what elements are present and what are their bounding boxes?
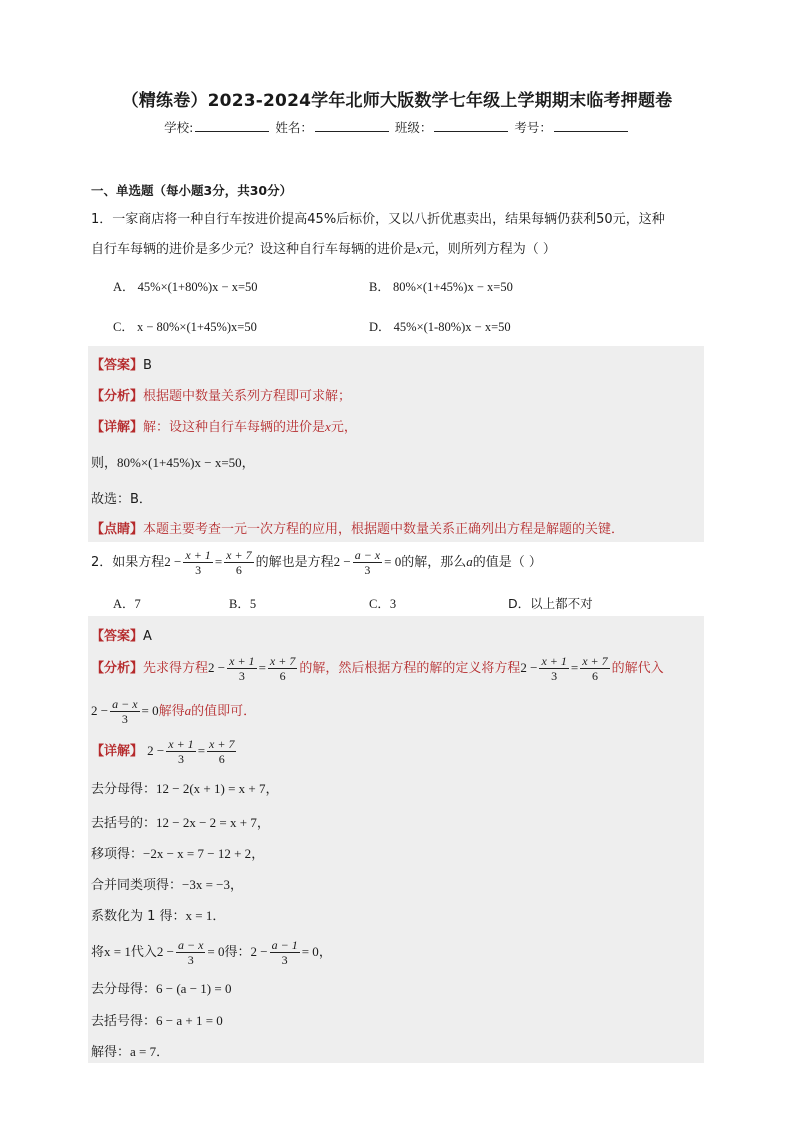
class-label: 班级： xyxy=(394,120,433,135)
name-blank xyxy=(315,118,389,132)
step-expr: 6 − a + 1 = 0 xyxy=(156,1013,223,1028)
option-letter: C． xyxy=(369,597,390,611)
q1-detail xyxy=(91,416,357,435)
school-label: 学校: xyxy=(164,120,194,135)
term-2: 2 − xyxy=(156,944,174,959)
numerator: x + 1 xyxy=(185,548,211,562)
denominator: 3 xyxy=(364,563,371,577)
answer-value: A xyxy=(143,629,152,644)
q1-stem-line1: 1．一家商店将一种自行车按进价提高45%后标价，又以八折优惠卖出，结果每辆仍获利50元，这种 xyxy=(91,212,665,227)
denominator: 3 xyxy=(121,712,128,726)
analysis-tag: 【分析】 xyxy=(91,389,144,404)
analysis-text: 的解代入 xyxy=(611,661,664,676)
fraction xyxy=(539,654,568,683)
q1-option-b xyxy=(369,277,513,295)
exam-no-blank xyxy=(554,118,628,132)
step-label: 解得： xyxy=(91,1045,131,1060)
answer-tag: 【答案】 xyxy=(91,358,144,373)
q2-final-step-1 xyxy=(91,978,231,997)
q2-term-2: 2 − xyxy=(164,554,182,569)
analysis-var: a xyxy=(184,703,192,718)
fraction xyxy=(580,654,609,683)
fraction xyxy=(224,548,253,577)
analysis-text-end: 的值即可． xyxy=(191,704,257,719)
denominator: 3 xyxy=(551,669,558,683)
numerator: a − x xyxy=(177,938,204,952)
q1-equation-line xyxy=(91,452,255,471)
step-end: ， xyxy=(230,878,244,893)
then-text: 则， xyxy=(91,456,118,471)
analysis-text: 的解，然后根据方程的解的定义将方程 xyxy=(299,661,521,676)
step-end: ． xyxy=(156,1045,170,1060)
q2-final-step-3 xyxy=(91,1041,169,1060)
step-end: ． xyxy=(212,909,226,924)
q1-comment xyxy=(91,518,624,537)
q2-stem-end: 的值是（ ） xyxy=(472,555,542,570)
equals-sign: = xyxy=(258,660,266,675)
fraction xyxy=(176,938,205,967)
analysis-tag: 【分析】 xyxy=(91,661,144,676)
numerator: x + 1 xyxy=(168,737,194,751)
q2-option-c xyxy=(369,594,396,612)
comment-text: 本题主要考查一元一次方程的应用，根据题中数量关系正确列出方程是解题的关键． xyxy=(143,522,625,537)
term-2: 2 − xyxy=(147,743,165,758)
q1-stem-line2 xyxy=(91,238,556,257)
q2-final-step-2 xyxy=(91,1010,223,1029)
step-expr: 12 − 2(x + 1) = x + 7 xyxy=(156,781,266,796)
equals-zero: = 0 xyxy=(207,944,225,959)
q1-option-d xyxy=(369,317,511,335)
equals-zero: = 0 xyxy=(141,703,159,718)
q1-stem-text-end: 元，则所列方程为（ ） xyxy=(421,242,556,257)
numerator: a − 1 xyxy=(271,938,298,952)
analysis-text: 解得 xyxy=(158,704,185,719)
q1-option-a xyxy=(113,277,258,295)
step-label: 合并同类项得： xyxy=(91,878,183,893)
q2-var-a: a xyxy=(466,554,473,569)
option-expr: 45%×(1-80%)x − x=50 xyxy=(393,320,511,334)
option-expr: 80%×(1+45%)x − x=50 xyxy=(392,280,513,294)
q2-step-5 xyxy=(91,905,225,924)
q2-step-4 xyxy=(91,874,243,893)
option-letter: A． xyxy=(113,597,135,611)
analysis-text: 先求得方程 xyxy=(143,661,209,676)
q2-step-3 xyxy=(91,843,264,862)
section-heading: 一、单选题（每小题3分，共30分） xyxy=(91,183,293,198)
fraction xyxy=(227,654,256,683)
q1-stem-var: x xyxy=(416,241,422,256)
detail-var: x xyxy=(325,419,331,434)
step-expr: 6 − (a − 1) = 0 xyxy=(156,981,232,996)
q2-step-1 xyxy=(91,778,279,797)
option-letter: A． xyxy=(113,280,135,294)
page-title: （精练卷）2023-2024学年北师大版数学七年级上学期期末临考押题卷 xyxy=(121,91,673,111)
then-expr: 80%×(1+45%)x − x=50 xyxy=(117,455,242,470)
q2-substitute xyxy=(91,938,332,967)
q2-stem-post: 的解，那么 xyxy=(401,555,467,570)
step-end: ， xyxy=(265,782,279,797)
q2-answer xyxy=(91,625,152,644)
q2-analysis-line2 xyxy=(91,697,256,726)
name-label: 姓名： xyxy=(275,120,313,135)
numerator: x + 7 xyxy=(582,654,608,668)
step-label: 去分母得： xyxy=(91,782,157,797)
fraction xyxy=(183,548,212,577)
equals-sign: = xyxy=(197,743,206,758)
step-expr: a = 7 xyxy=(130,1044,157,1059)
step-expr: −2x − x = 7 − 12 + 2 xyxy=(143,846,252,861)
option-letter: B． xyxy=(229,597,250,611)
q1-solution-block xyxy=(88,346,704,542)
numerator: x + 7 xyxy=(269,654,296,668)
step-end: ， xyxy=(251,847,265,862)
numerator: x + 1 xyxy=(229,654,255,668)
term-2: 2 − xyxy=(250,944,268,959)
numerator: a − x xyxy=(354,548,381,562)
sub-text: 将 xyxy=(91,945,105,960)
student-info-line xyxy=(0,118,794,136)
denominator: 6 xyxy=(279,669,286,683)
q2-stem xyxy=(91,548,542,577)
detail-tag: 【详解】 xyxy=(91,420,144,435)
denominator: 3 xyxy=(177,752,184,766)
option-text: 以上都不对 xyxy=(530,596,593,611)
equals-zero: = 0 xyxy=(384,554,402,569)
q1-option-c xyxy=(113,317,257,335)
step-label: 去括号的： xyxy=(91,816,157,831)
answer-tag: 【答案】 xyxy=(91,629,144,644)
equals-zero: = 0 xyxy=(301,944,319,959)
sub-x: x = 1 xyxy=(104,944,131,959)
detail-text-end: 元， xyxy=(330,420,357,435)
q1-choice: 故选：B． xyxy=(91,492,152,507)
option-expr: 45%×(1+80%)x − x=50 xyxy=(137,280,258,294)
option-letter: B． xyxy=(369,280,390,294)
denominator: 3 xyxy=(238,669,245,683)
q2-option-d xyxy=(508,594,593,612)
option-letter: D． xyxy=(508,596,531,611)
option-text: 3 xyxy=(389,597,397,611)
fraction xyxy=(110,697,139,726)
q2-term-2: 2 − xyxy=(333,554,351,569)
option-letter: C． xyxy=(113,320,134,334)
detail-tag: 【详解】 xyxy=(91,744,144,759)
denominator: 6 xyxy=(591,669,598,683)
q2-step-2 xyxy=(91,812,270,831)
denominator: 3 xyxy=(195,563,202,577)
exam-no-label: 考号： xyxy=(514,120,552,135)
q1-analysis xyxy=(91,385,351,404)
sub-text: 得： xyxy=(224,945,251,960)
numerator: x + 7 xyxy=(226,548,252,562)
numerator: a − x xyxy=(112,697,138,711)
fraction xyxy=(353,548,382,577)
q2-analysis-line1 xyxy=(91,654,664,683)
step-label: 系数化为 1 得： xyxy=(91,909,186,924)
q2-detail xyxy=(91,737,238,766)
denominator: 6 xyxy=(235,563,242,577)
numerator: x + 1 xyxy=(541,654,567,668)
detail-text: 解：设这种自行车每辆的进价是 xyxy=(143,420,326,435)
q1-answer xyxy=(91,354,152,373)
step-expr: −3x = −3 xyxy=(182,877,231,892)
option-text: 5 xyxy=(249,597,257,611)
option-letter: D． xyxy=(369,320,391,334)
step-label: 移项得： xyxy=(91,847,144,862)
q2-stem-text: 2．如果方程 xyxy=(91,555,165,570)
equals-sign: = xyxy=(570,660,579,675)
option-expr: x − 80%×(1+45%)x=50 xyxy=(136,320,257,334)
analysis-text: 根据题中数量关系列方程即可求解； xyxy=(143,389,352,404)
term-2: 2 − xyxy=(91,703,109,718)
school-blank xyxy=(195,118,269,132)
step-end: ， xyxy=(256,816,270,831)
q2-option-b xyxy=(229,594,256,612)
denominator: 3 xyxy=(281,953,288,967)
sub-end: ， xyxy=(318,945,332,960)
numerator: x + 7 xyxy=(209,737,235,751)
step-label: 去分母得： xyxy=(91,982,157,997)
q1-stem-text: 自行车每辆的进价是多少元？设这种自行车每辆的进价是 xyxy=(91,242,417,257)
sub-text: 代入 xyxy=(130,945,157,960)
fraction xyxy=(207,737,236,766)
fraction xyxy=(270,938,300,967)
fraction xyxy=(268,654,297,683)
term-2: 2 − xyxy=(208,660,226,675)
class-blank xyxy=(434,118,508,132)
comment-tag: 【点睛】 xyxy=(91,522,144,537)
fraction xyxy=(166,737,195,766)
then-end: ， xyxy=(241,456,255,471)
denominator: 3 xyxy=(187,953,194,967)
step-expr: x = 1 xyxy=(185,908,213,923)
step-expr: 12 − 2x − 2 = x + 7 xyxy=(156,815,257,830)
answer-value: B xyxy=(143,358,152,373)
q2-stem-mid: 的解也是方程 xyxy=(255,555,334,570)
term-2: 2 − xyxy=(520,660,538,675)
equals-sign: = xyxy=(214,554,223,569)
step-label: 去括号得： xyxy=(91,1014,157,1029)
q2-option-a xyxy=(113,594,141,612)
denominator: 6 xyxy=(218,752,225,766)
option-text: 7 xyxy=(134,597,141,611)
